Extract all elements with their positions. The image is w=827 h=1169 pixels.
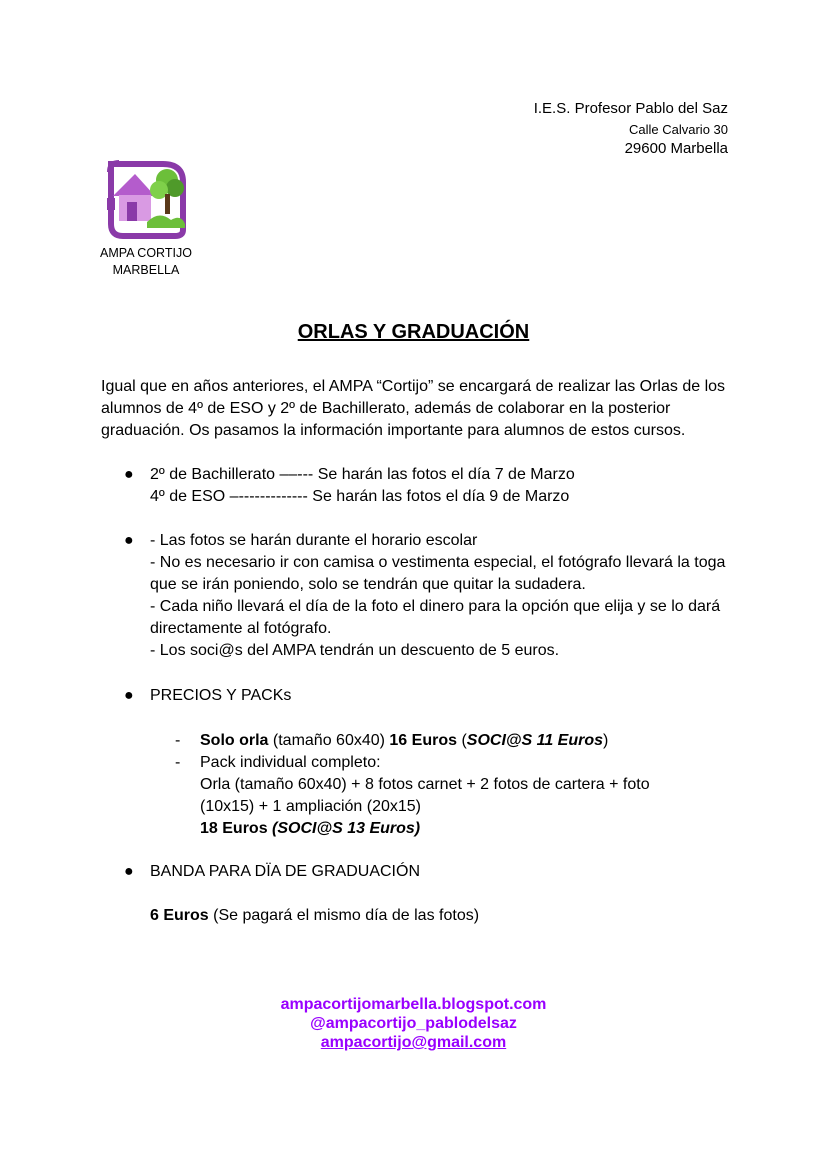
contacts: [0, 995, 827, 1052]
banda-price-line: [150, 905, 740, 927]
pack-contents: Orla (tamaño 60x40) + 8 fotos carnet + 2 fotos de cartera + foto (10x15) + 1 ampliación (20x15): [200, 776, 650, 815]
note-item: - No es necesario ir con camisa o vestimenta especial, el fotógrafo llevará la toga que se irán poniendo, solo se tendrán que quitar la sudadera.: [150, 554, 726, 593]
solo-size: (tamaño 60x40): [268, 732, 390, 749]
banda-price: 6 Euros: [150, 907, 209, 924]
school-name: I.E.S. Profesor Pablo del Saz: [533, 100, 728, 117]
school-city: 29600 Marbella: [624, 140, 728, 157]
logo-caption: [90, 245, 202, 279]
social-handle[interactable]: @ampacortijo_pablodelsaz: [310, 1015, 517, 1032]
pack-member-price: (SOCI@S 13 Euros): [267, 820, 421, 837]
schedule-list: [150, 464, 740, 508]
banda-note: (Se pagará el mismo día de las fotos): [208, 907, 480, 924]
bullet-marker: ●: [124, 466, 134, 483]
logo-caption-line2: MARBELLA: [112, 263, 180, 277]
note-item: - Cada niño llevará el día de la foto el dinero para la opción que elija y se lo dará directamente al fotógrafo.: [150, 598, 721, 637]
solo-member-price: SOCI@S 11 Euros: [466, 732, 604, 749]
school-street: Calle Calvario 30: [629, 122, 728, 137]
schedule-bachillerato: 2º de Bachillerato ––--- Se harán las fotos el día 7 de Marzo: [150, 466, 575, 483]
bullet-marker: ●: [124, 863, 134, 880]
document-title: ORLAS Y GRADUACIÓN: [297, 321, 530, 343]
solo-price: 16 Euros: [389, 732, 457, 749]
intro-paragraph: Igual que en años anteriores, el AMPA “Cortijo” se encargará de realizar las Orlas de los alumnos de 4º de ESO y 2º de Bachillerato, además de colaborar en la posterior graduación. Os pasamos la información importante para alumnos de estos cursos.: [101, 378, 726, 439]
pack-price: 18 Euros: [200, 820, 268, 837]
prices-heading: PRECIOS Y PACKs: [150, 687, 292, 704]
bullet-marker: ●: [124, 532, 134, 549]
solo-open: (: [457, 732, 467, 749]
blog-link[interactable]: ampacortijomarbella.blogspot.com: [280, 996, 547, 1013]
schedule-eso: 4º de ESO –------------- Se harán las fotos el día 9 de Marzo: [150, 488, 570, 505]
dash-marker: -: [175, 754, 181, 771]
note-item: - Las fotos se harán durante el horario escolar: [150, 532, 478, 549]
dash-marker: -: [175, 732, 181, 749]
solo-close: ): [603, 732, 609, 749]
banda-heading: BANDA PARA DÏA DE GRADUACIÓN: [150, 863, 420, 880]
note-item: - Los soci@s del AMPA tendrán un descuento de 5 euros.: [150, 642, 560, 659]
pack-name: Pack individual completo:: [200, 754, 381, 771]
price-pack: [200, 752, 650, 840]
school-address: [534, 100, 728, 158]
logo-caption-line1: AMPA CORTIJO: [100, 246, 192, 260]
bullet-marker: ●: [124, 687, 134, 704]
price-solo-orla: [200, 730, 720, 752]
solo-name: Solo orla: [200, 732, 269, 749]
email-link[interactable]: ampacortijo@gmail.com: [320, 1034, 507, 1051]
notes-list: [150, 530, 730, 662]
ampa-logo-icon: [103, 158, 189, 240]
